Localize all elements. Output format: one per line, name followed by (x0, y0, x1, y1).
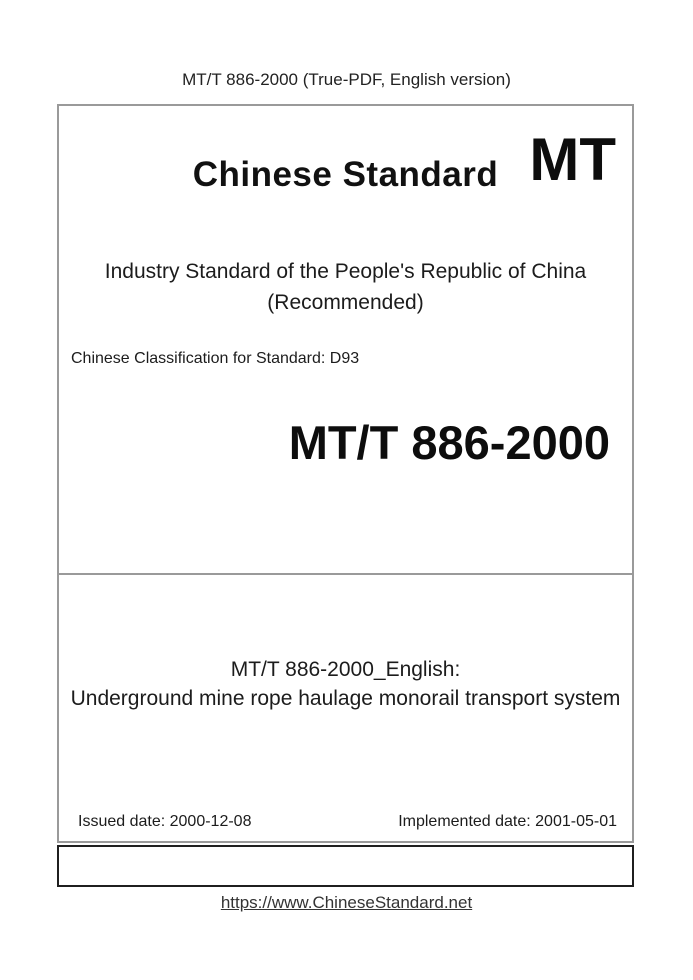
dates-row (78, 813, 617, 831)
standard-prefix-code: MT (529, 126, 616, 193)
document-title-block (59, 655, 632, 713)
classification-line: Chinese Classification for Standard: D93 (71, 350, 360, 367)
cover-box (57, 104, 634, 843)
section-divider (58, 573, 633, 575)
issued-date: Issued date: 2000-12-08 (78, 813, 252, 830)
standard-number: MT/T 886-2000 (288, 416, 610, 469)
footer (0, 893, 693, 913)
empty-footer-box (57, 845, 634, 887)
subtitle-line2: (Recommended) (267, 291, 424, 314)
chinesestandard-link[interactable]: https://www.ChineseStandard.net (220, 893, 473, 912)
document-title-line2: Underground mine rope haulage monorail transport system (70, 687, 621, 710)
document-title-line1: MT/T 886-2000_English: (230, 658, 461, 681)
subtitle-block (59, 256, 632, 318)
subtitle-line1: Industry Standard of the People's Republic of China (104, 260, 587, 283)
implemented-date: Implemented date: 2001-05-01 (398, 813, 617, 830)
document-header-line: MT/T 886-2000 (True-PDF, English version) (182, 70, 511, 89)
brand-title: Chinese Standard (192, 155, 499, 194)
